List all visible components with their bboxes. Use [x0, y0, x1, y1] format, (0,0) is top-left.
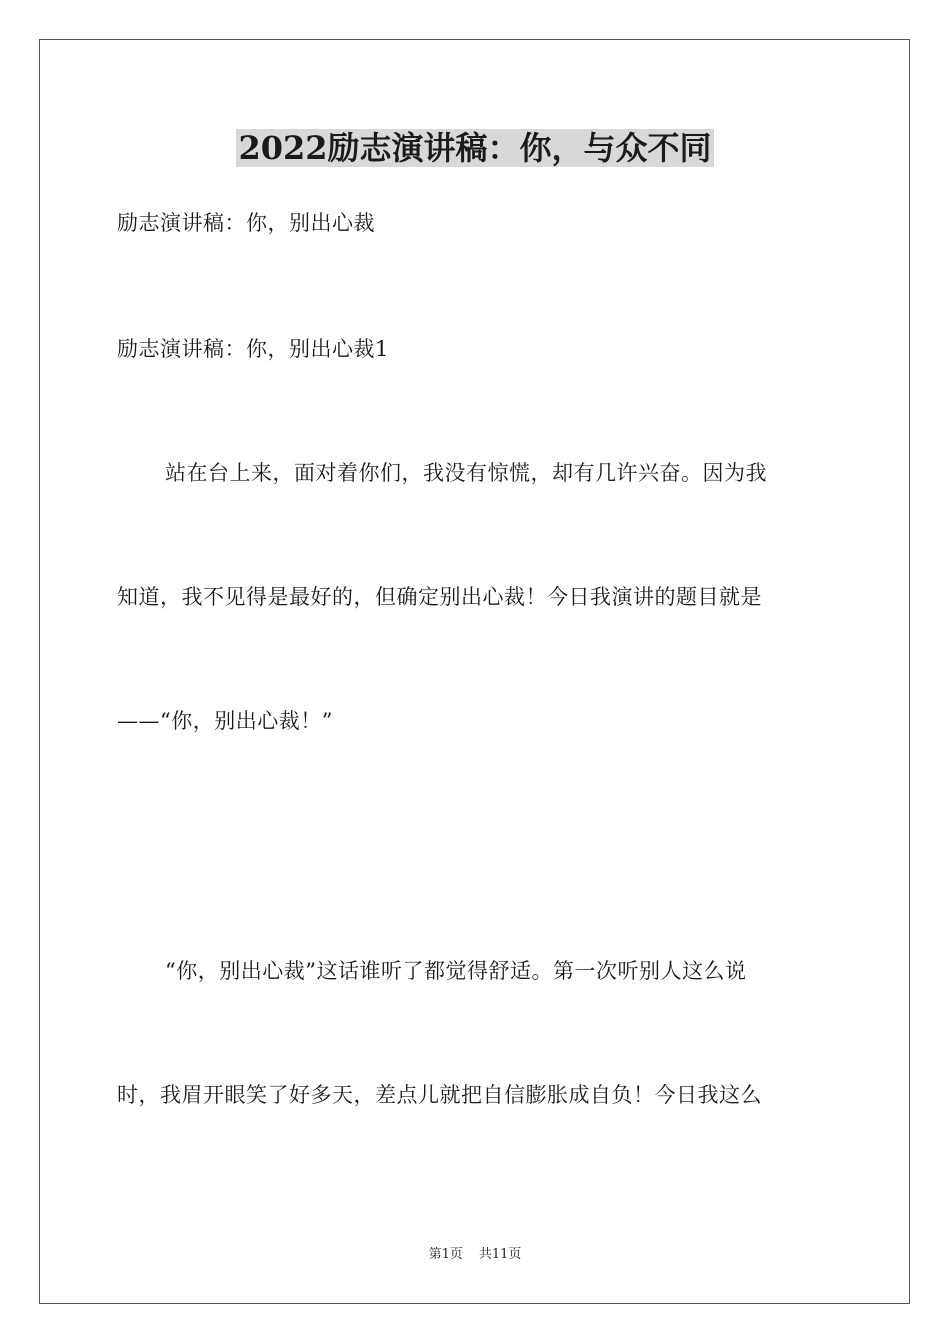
- page-number: 第1页: [428, 1247, 463, 1262]
- page-total: 共11页: [478, 1247, 522, 1262]
- paragraph-line: ——“你，别出心裁！”: [117, 709, 333, 733]
- paragraph-line: 时，我眉开眼笑了好多天，差点儿就把自信膨胀成自负！今日我这么: [117, 1083, 762, 1107]
- paragraph-line: “你，别出心裁”这话谁听了都觉得舒适。第一次听别人这么说: [165, 959, 747, 983]
- section-heading: 励志演讲稿：你，别出心裁1: [117, 337, 389, 361]
- document-title: [0, 128, 950, 168]
- page-footer: [0, 1246, 950, 1264]
- document-title-text: 2022励志演讲稿：你，与众不同: [238, 129, 712, 167]
- paragraph-line: 知道，我不见得是最好的，但确定别出心裁！今日我演讲的题目就是: [117, 585, 762, 609]
- document-subtitle: 励志演讲稿：你，别出心裁: [117, 211, 375, 235]
- paragraph-line: 站在台上来，面对着你们，我没有惊慌，却有几许兴奋。因为我: [165, 461, 767, 485]
